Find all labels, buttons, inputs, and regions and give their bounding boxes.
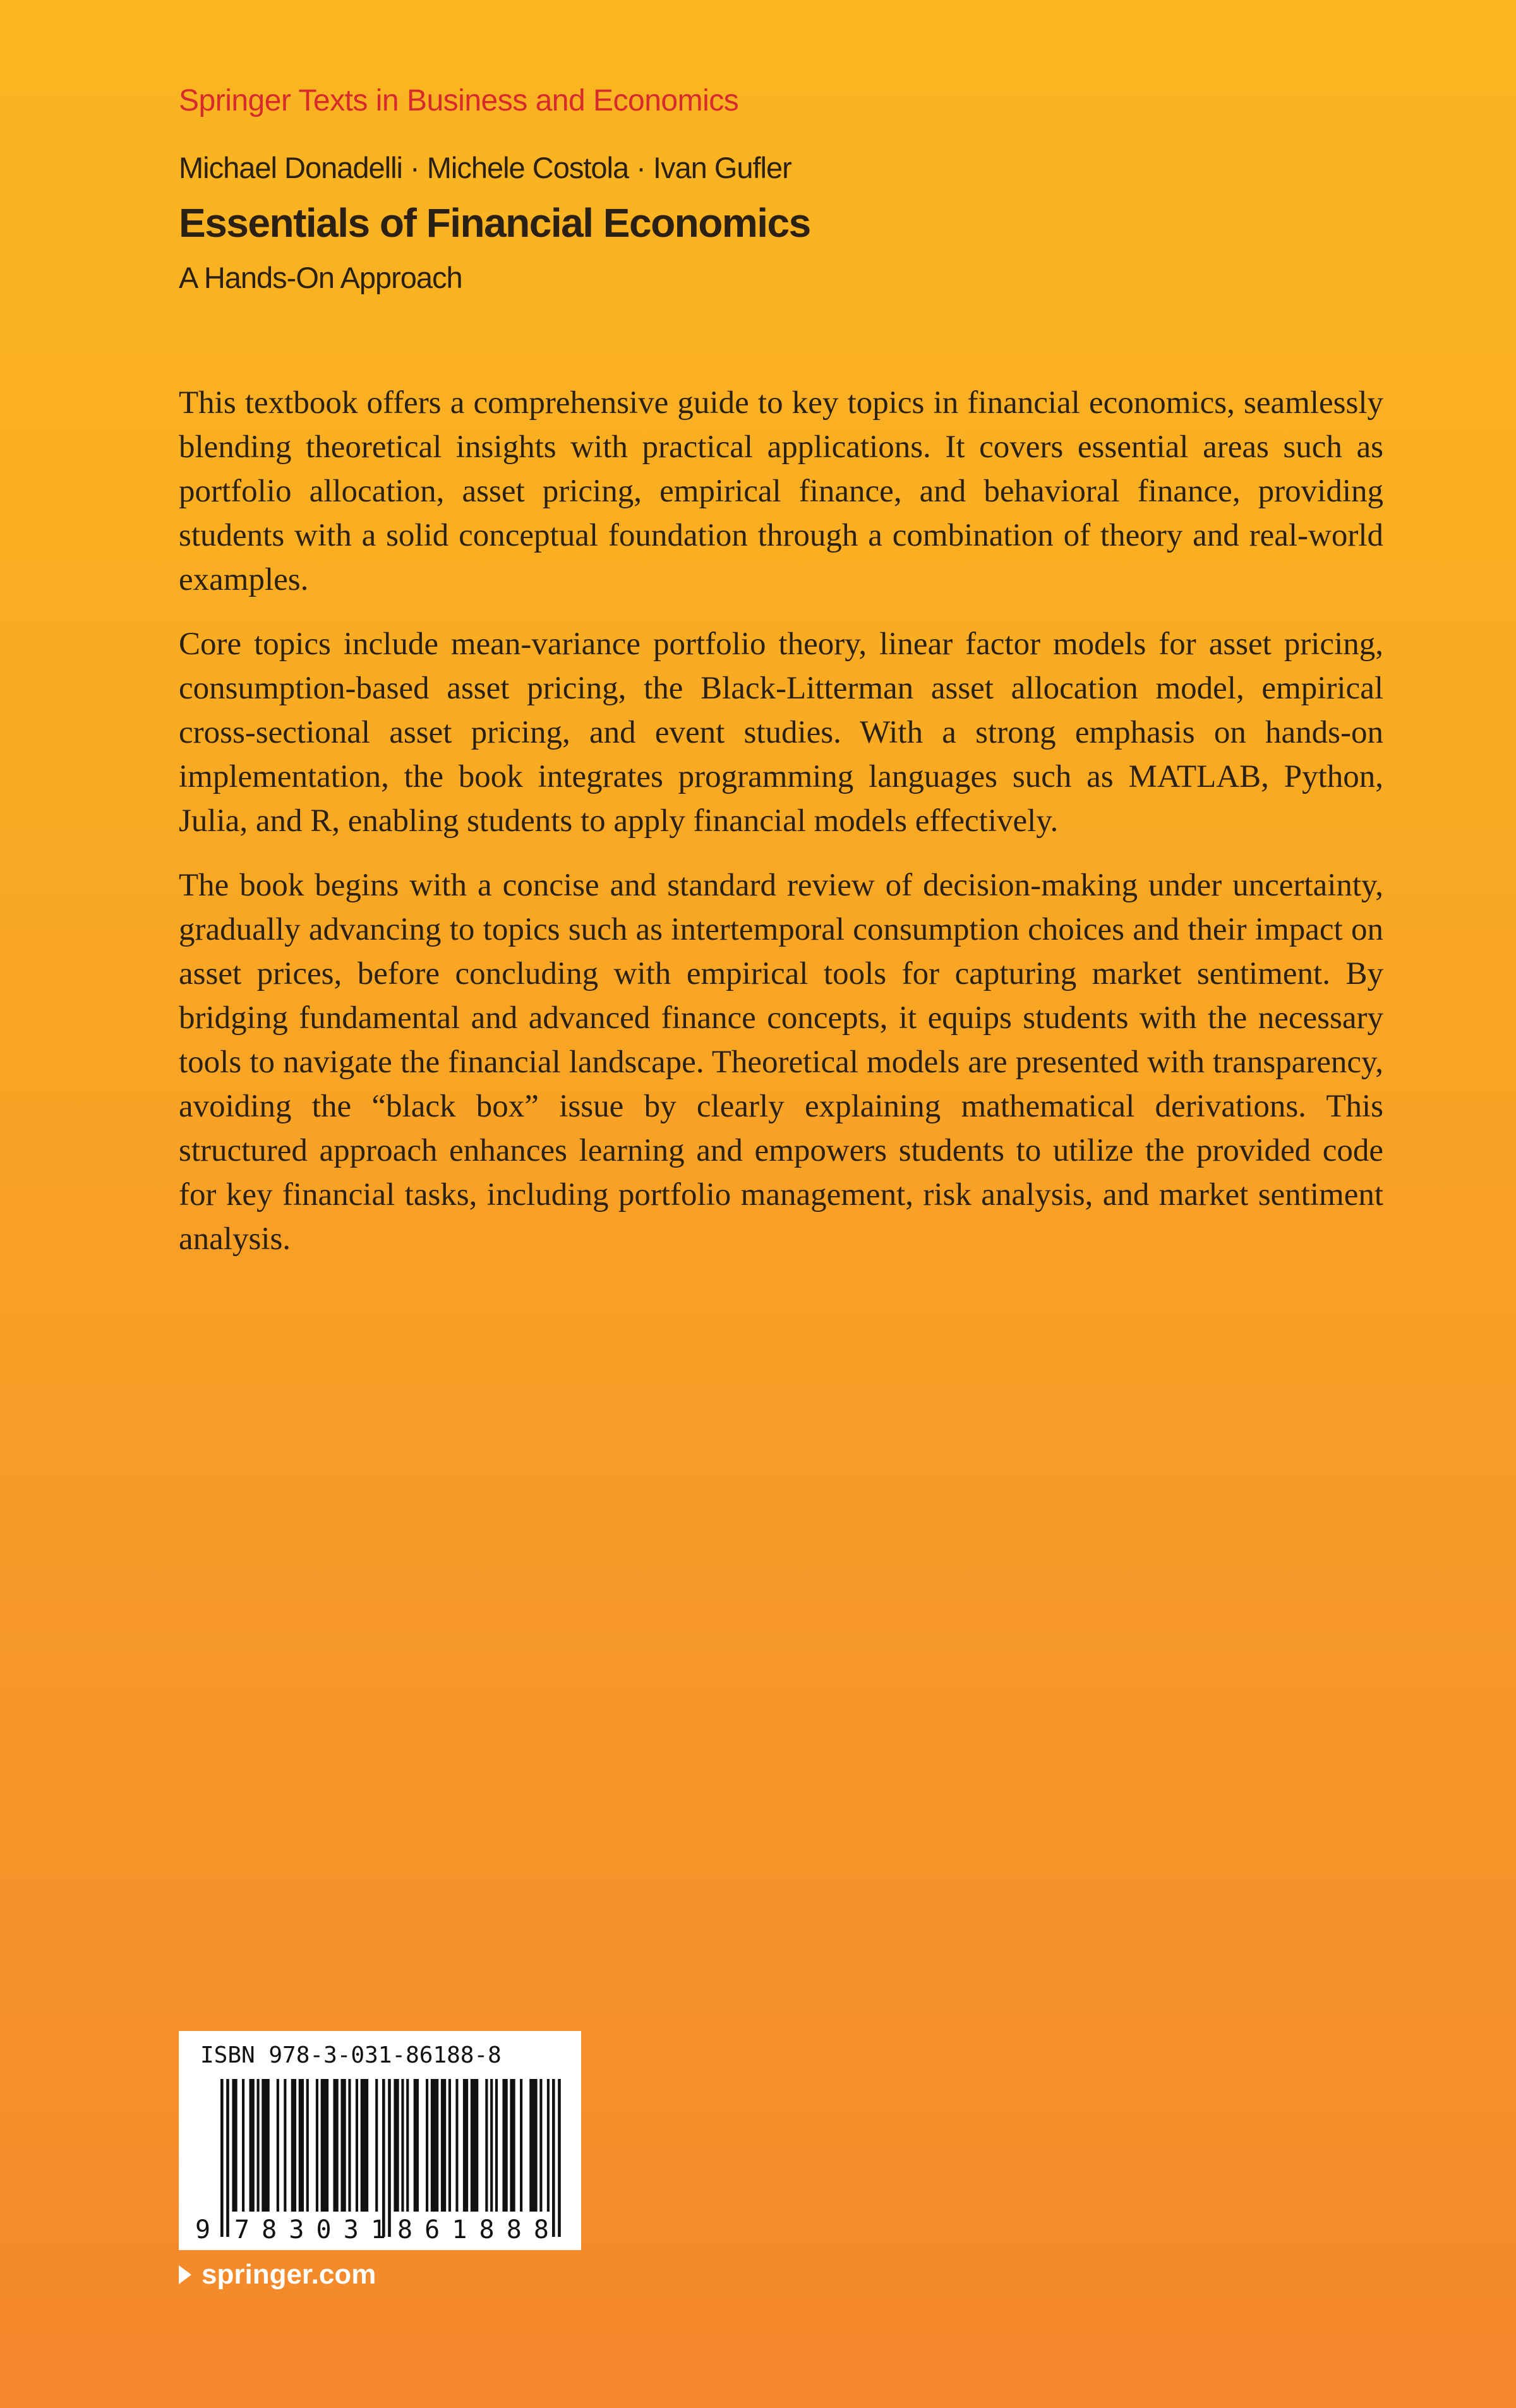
barcode-guard-bar — [388, 2079, 391, 2237]
description-paragraph-2: Core topics include mean-variance portfolio theory, linear factor models for asset pricing, consumption-based asset pricing, the Black-Litterman asset allocation model, empirical cross-sectional asset pricing, and event studies. With a strong emphasis on hands-on implementation, the book integrates programming languages such as MATLAB, Python, Julia, and R, enabling students to apply financial models effectively. — [179, 626, 1383, 839]
barcode-bar — [284, 2079, 286, 2212]
series-name: Springer Texts in Business and Economics — [179, 84, 739, 117]
barcode-bar — [340, 2079, 346, 2212]
barcode-bar — [426, 2079, 428, 2212]
barcode-bar — [414, 2079, 419, 2212]
book-subtitle: A Hands-On Approach — [179, 261, 462, 294]
isbn-barcode-box — [179, 2031, 581, 2250]
barcode-bar — [490, 2079, 493, 2212]
description-paragraph-3: The book begins with a concise and standard review of decision-making under uncertainty, gradually advancing to topics such as intertemporal consumption choices and their impact on asset prices, before concluding with empirical tools for capturing market sentiment. By bridging fundamental and advanced finance concepts, it equips students with the necessary tools to navigate the financial landscape. Theoretical models are presented with transparency, avoiding the “black box” issue by clearly explaining mathematical derivations. This structured approach enhances learning and empowers students to utilize the provided code for key financial tasks, including portfolio management, risk analysis, and market sentiment analysis. — [179, 868, 1383, 1257]
barcode-left-digits: 783031 — [234, 2215, 386, 2244]
barcode-bar — [401, 2079, 404, 2212]
barcode-bar — [455, 2079, 458, 2212]
barcode-bar — [306, 2079, 309, 2212]
barcode-bar — [495, 2079, 498, 2212]
barcode-bar — [299, 2079, 304, 2212]
barcode-graphic — [195, 2079, 568, 2244]
barcode-bar — [520, 2079, 522, 2212]
barcode-bar — [291, 2079, 296, 2212]
barcode-bar — [463, 2079, 468, 2212]
barcode-bar — [348, 2079, 351, 2212]
barcode-bar — [485, 2079, 488, 2212]
barcode-bar — [257, 2079, 260, 2212]
arrow-right-icon — [179, 2265, 191, 2284]
barcode-right-digits: 861888 — [397, 2215, 549, 2244]
barcode-bar — [375, 2079, 378, 2212]
barcode-bar — [316, 2079, 318, 2212]
barcode-bar — [242, 2079, 244, 2212]
barcode-first-digit: 9 — [195, 2215, 211, 2244]
barcode-bar — [394, 2079, 399, 2212]
barcode-bar — [277, 2079, 279, 2212]
barcode-bar — [471, 2079, 478, 2212]
barcode-bar — [333, 2079, 338, 2212]
barcode-bar — [406, 2079, 409, 2212]
barcode-guard-bar — [552, 2079, 555, 2237]
barcode-bar — [448, 2079, 451, 2212]
barcode-guard-bar — [558, 2079, 561, 2237]
barcode-bar — [529, 2079, 537, 2212]
barcode-guard-bar — [226, 2079, 229, 2237]
barcode-bars — [220, 2079, 561, 2237]
book-title: Essentials of Financial Economics — [179, 200, 810, 246]
barcode-bar — [321, 2079, 328, 2212]
website-text: springer.com — [202, 2259, 376, 2290]
isbn-number: ISBN 978-3-031-86188-8 — [200, 2042, 502, 2068]
barcode-bar — [356, 2079, 358, 2212]
barcode-bar — [539, 2079, 542, 2212]
barcode-bar — [431, 2079, 438, 2212]
website-link[interactable] — [179, 2259, 376, 2291]
barcode-bar — [441, 2079, 446, 2212]
barcode-bar — [361, 2079, 368, 2212]
description-paragraph-1: This textbook offers a comprehensive guide to key topics in financial economics, seamlessly blending theoretical insights with practical applications. It covers essential areas such as portfolio allocation, asset pricing, empirical finance, and behavioral finance, providing students with a solid conceptual foundation through a combination of theory and real-world examples. — [179, 385, 1383, 597]
barcode-bar — [502, 2079, 507, 2212]
barcode-guard-bar — [220, 2079, 224, 2237]
barcode-guard-bar — [382, 2079, 385, 2237]
barcode-bar — [510, 2079, 515, 2212]
barcode-bar — [547, 2079, 550, 2212]
barcode-bar — [250, 2079, 255, 2212]
author-list: Michael Donadelli · Michele Costola · Ivan Gufler — [179, 151, 791, 184]
book-description — [179, 381, 1383, 1281]
barcode-bar — [262, 2079, 269, 2212]
barcode-bar — [232, 2079, 237, 2212]
